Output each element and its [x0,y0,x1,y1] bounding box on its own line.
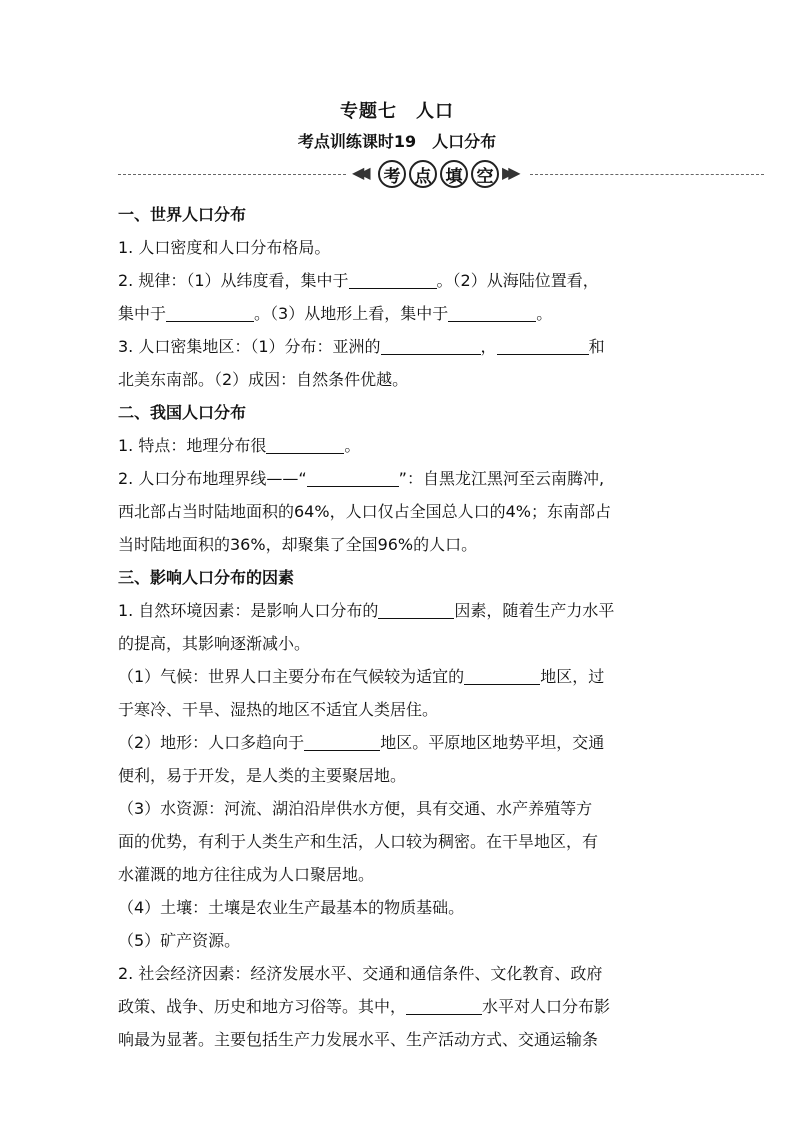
text-line [118,429,678,462]
text-line [118,1023,678,1056]
section-heading [118,561,678,594]
page-subtitle: 考点训练课时19 人口分布 [297,132,497,151]
banner-char: 空 [471,160,499,188]
text-run: 一、世界人口分布 [118,205,247,224]
text-run: 当时陆地面积的36%，却聚集了全国96%的人口。 [118,535,478,554]
banner-right-arrows-icon: ▶▶ [502,163,515,182]
text-run: （2）地形：人口多趋向于 [118,733,305,752]
text-run: 1. 人口密度和人口分布格局。 [118,238,331,257]
text-run: （1）气候：世界人口主要分布在气候较为适宜的 [118,667,465,686]
text-line [118,264,678,297]
fill-in-blank[interactable] [304,732,380,751]
fill-in-blank[interactable] [378,600,454,619]
text-run: 因素，随着生产力水平 [454,601,615,620]
text-line [118,759,678,792]
text-run: 和 [588,337,605,356]
fill-in-blank[interactable] [307,468,399,487]
text-run: 。（3）从地形上看，集中于 [254,304,449,323]
banner-char: 考 [378,160,406,188]
text-line [118,528,678,561]
section-heading [118,198,678,231]
text-run: 政策、战争、历史和地方习俗等。其中， [118,997,407,1016]
text-run: 地区，过 [540,667,605,686]
section-banner [118,160,764,190]
text-line [118,330,678,363]
text-run: 1. 自然环境因素：是影响人口分布的 [118,601,379,620]
text-run: 西北部占当时陆地面积的64%，人口仅占全国总人口的4%；东南部占 [118,502,611,521]
text-run: 三、影响人口分布的因素 [118,568,295,587]
text-run: 面的优势，有利于人类生产和生活，人口较为稠密。在干旱地区，有 [118,832,599,851]
text-run: （4）土壤：土壤是农业生产最基本的物质基础。 [118,898,465,917]
text-line [118,594,678,627]
text-run: ， [480,337,497,356]
text-line [118,792,678,825]
text-run: 地区。平原地区地势平坦，交通 [380,733,605,752]
text-line [118,660,678,693]
text-run: 便利，易于开发，是人类的主要聚居地。 [118,766,407,785]
text-line [118,858,678,891]
fill-in-blank[interactable] [266,435,344,454]
fill-in-blank[interactable] [497,336,589,355]
text-run: 北美东南部。（2）成因：自然条件优越。 [118,370,409,389]
fill-in-blank[interactable] [406,996,482,1015]
text-line [118,495,678,528]
text-run: 水灌溉的地方往往成为人口聚居地。 [118,865,375,884]
text-run: 3. 人口密集地区：（1）分布：亚洲的 [118,337,381,356]
text-run: 响最为显著。主要包括生产力发展水平、生产活动方式、交通运输条 [118,1030,599,1049]
text-line [118,231,678,264]
text-line [118,693,678,726]
banner-char: 填 [440,160,468,188]
text-run: 于寒冷、干旱、湿热的地区不适宜人类居住。 [118,700,439,719]
banner-char: 点 [409,160,437,188]
text-run: （5）矿产资源。 [118,931,241,950]
text-run: （3）水资源：河流、湖泊沿岸供水方便，具有交通、水产养殖等方 [118,799,593,818]
fill-in-blank[interactable] [448,303,536,322]
text-run: 水平对人口分布影 [482,997,611,1016]
text-line [118,726,678,759]
section-heading [118,396,678,429]
text-line [118,924,678,957]
text-line [118,825,678,858]
text-run: 2. 社会经济因素：经济发展水平、交通和通信条件、文化教育、政府 [118,964,603,983]
text-run: 2. 人口分布地理界线——“ [118,469,307,488]
text-line [118,891,678,924]
text-run: 集中于 [118,304,167,323]
text-run: ”：自黑龙江黑河至云南腾冲, [398,469,605,488]
banner-left-arrows-icon: ◀◀ [352,163,365,182]
text-run: 二、我国人口分布 [118,403,247,422]
fill-in-blank[interactable] [381,336,481,355]
page-title: 专题七 人口 [340,101,454,122]
text-run: 。 [344,436,361,455]
banner-badges [378,160,502,190]
text-run: 。 [536,304,553,323]
text-line [118,627,678,660]
text-run: 的提高，其影响逐渐减小。 [118,634,311,653]
banner-right-rule [530,174,764,175]
fill-in-blank[interactable] [166,303,254,322]
text-run: 1. 特点：地理分布很 [118,436,267,455]
text-line [118,990,678,1023]
text-line [118,957,678,990]
text-run: 2. 规律：（1）从纬度看，集中于 [118,271,349,290]
fill-in-blank[interactable] [349,270,437,289]
fill-in-blank[interactable] [464,666,540,685]
text-line [118,297,678,330]
document-body [118,198,678,1056]
text-line [118,462,678,495]
text-line [118,363,678,396]
text-run: 。（2）从海陆位置看， [436,271,599,290]
banner-left-rule [118,174,346,175]
